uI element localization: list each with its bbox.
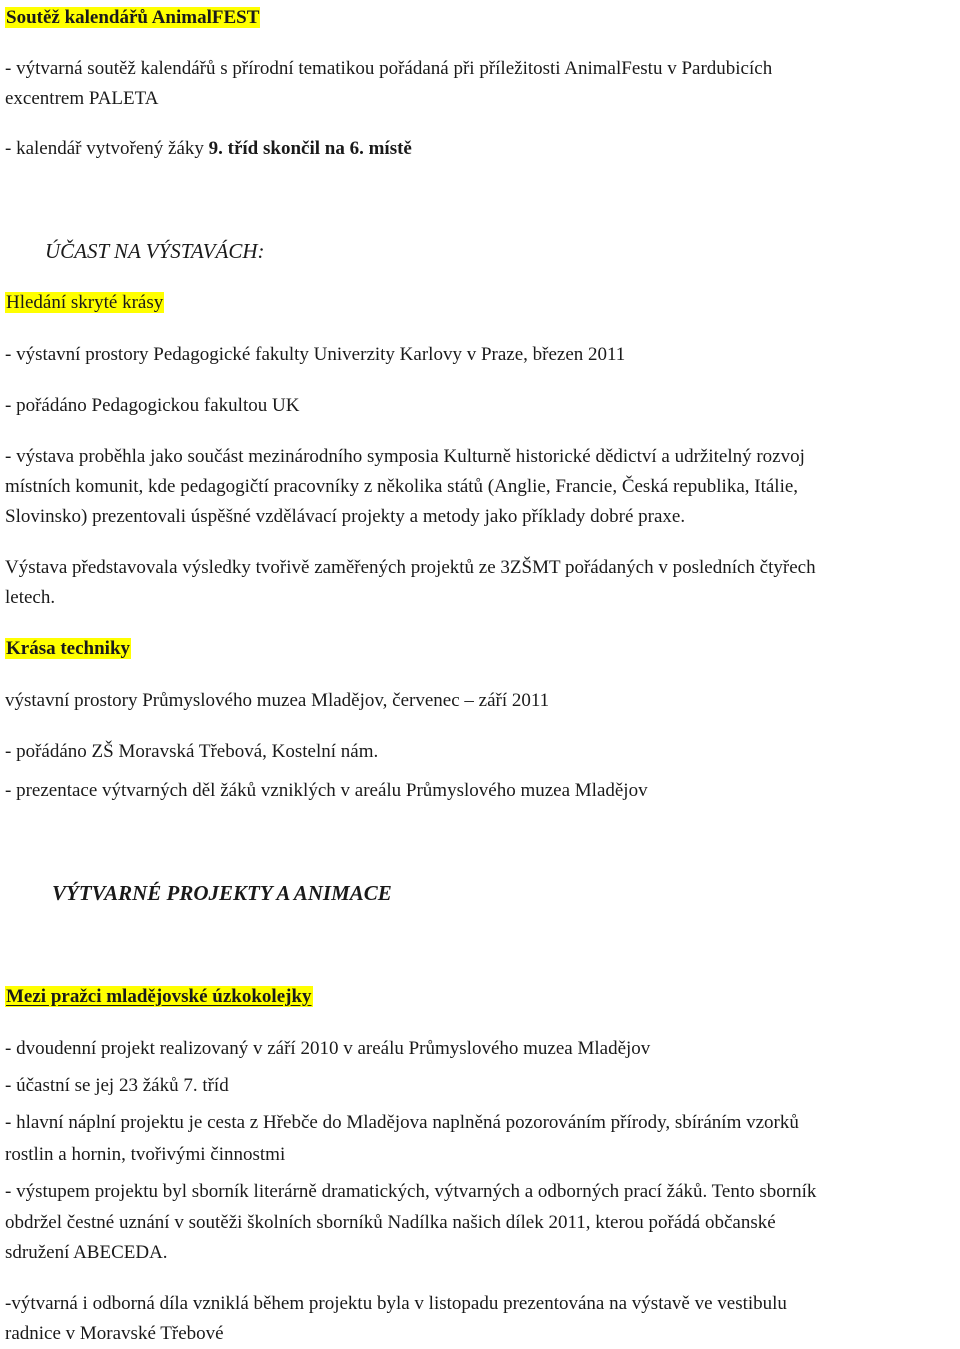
calendar-title-highlight: Soutěž kalendářů AnimalFEST: [6, 7, 260, 28]
narrow-gauge-p4b: obdržel čestné uznání v soutěži školních sborníků Nadílka našich dílek 2011, kterou pořádá občanské: [5, 1212, 776, 1233]
calendar-line1a: - výtvarná soutěž kalendářů s přírodní tematikou pořádaná při příležitosti AnimalFestu v Pardubicích: [5, 58, 773, 79]
narrow-gauge-p4c: sdružení ABECEDA.: [5, 1242, 168, 1263]
hidden-beauty-p2: - pořádáno Pedagogickou fakultou UK: [5, 395, 300, 416]
calendar-section-title: [5, 3, 260, 33]
hidden-beauty-p4b: letech.: [5, 587, 56, 608]
narrow-gauge-p3a: - hlavní náplní projektu je cesta z Hřebče do Mladějova naplněná pozorováním přírody, sbíráním vzorků: [5, 1112, 799, 1133]
hidden-beauty-p3c: Slovinsko) prezentovali úspěšné vzdělávací projekty a metody jako příklady dobré praxe.: [5, 506, 686, 527]
narrow-gauge-title-highlight: Mezi pražci mladějovské úzkokolejky: [6, 986, 312, 1007]
technology-p3: - prezentace výtvarných děl žáků vzniklých v areálu Průmyslového muzea Mladějov: [5, 780, 648, 801]
technology-title: [5, 634, 131, 664]
calendar-line1b: excentrem PALETA: [5, 88, 159, 109]
narrow-gauge-p1: - dvoudenní projekt realizovaný v září 2010 v areálu Průmyslového muzea Mladějov: [5, 1038, 651, 1059]
narrow-gauge-p3b: rostlin a hornin, tvořivými činnostmi: [5, 1144, 286, 1165]
calendar-placement: 9. tříd skončil na 6. místě: [208, 138, 412, 159]
exhibitions-heading: ÚČAST NA VÝSTAVÁCH:: [45, 239, 265, 263]
calendar-line2-prefix: - kalendář vytvořený žáky: [5, 138, 209, 159]
hidden-beauty-p4a: Výstava představovala výsledky tvořivě zaměřených projektů ze 3ZŠMT pořádaných v posledních čtyřech: [5, 557, 816, 578]
projects-heading: VÝTVARNÉ PROJEKTY A ANIMACE: [52, 881, 392, 905]
narrow-gauge-title: [5, 982, 313, 1012]
narrow-gauge-p5a: -výtvarná i odborná díla vzniklá během projektu byla v listopadu prezentována na výstavě ve vestibulu: [5, 1293, 787, 1314]
hidden-beauty-title: [5, 288, 164, 318]
hidden-beauty-title-highlight: Hledání skryté krásy: [6, 292, 164, 313]
technology-p1: výstavní prostory Průmyslového muzea Mladějov, červenec – září 2011: [5, 690, 550, 711]
narrow-gauge-p5b: radnice v Moravské Třebové: [5, 1323, 224, 1344]
hidden-beauty-p3a: - výstava proběhla jako součást mezinárodního symposia Kulturně historické dědictví a udržitelný rozvoj: [5, 446, 805, 467]
narrow-gauge-p2: - účastní se jej 23 žáků 7. tříd: [5, 1075, 229, 1096]
narrow-gauge-p4a: - výstupem projektu byl sborník literárně dramatických, výtvarných a odborných prací žáků. Tento sborník: [5, 1181, 817, 1202]
technology-title-highlight: Krása techniky: [6, 638, 131, 659]
calendar-line2: [5, 134, 412, 164]
technology-p2: - pořádáno ZŠ Moravská Třebová, Kostelní nám.: [5, 741, 379, 762]
hidden-beauty-p1: - výstavní prostory Pedagogické fakulty Univerzity Karlovy v Praze, březen 2011: [5, 344, 626, 365]
hidden-beauty-p3b: místních komunit, kde pedagogičtí pracovníky z několika států (Anglie, Francie, Česká republika, Itálie,: [5, 476, 799, 497]
